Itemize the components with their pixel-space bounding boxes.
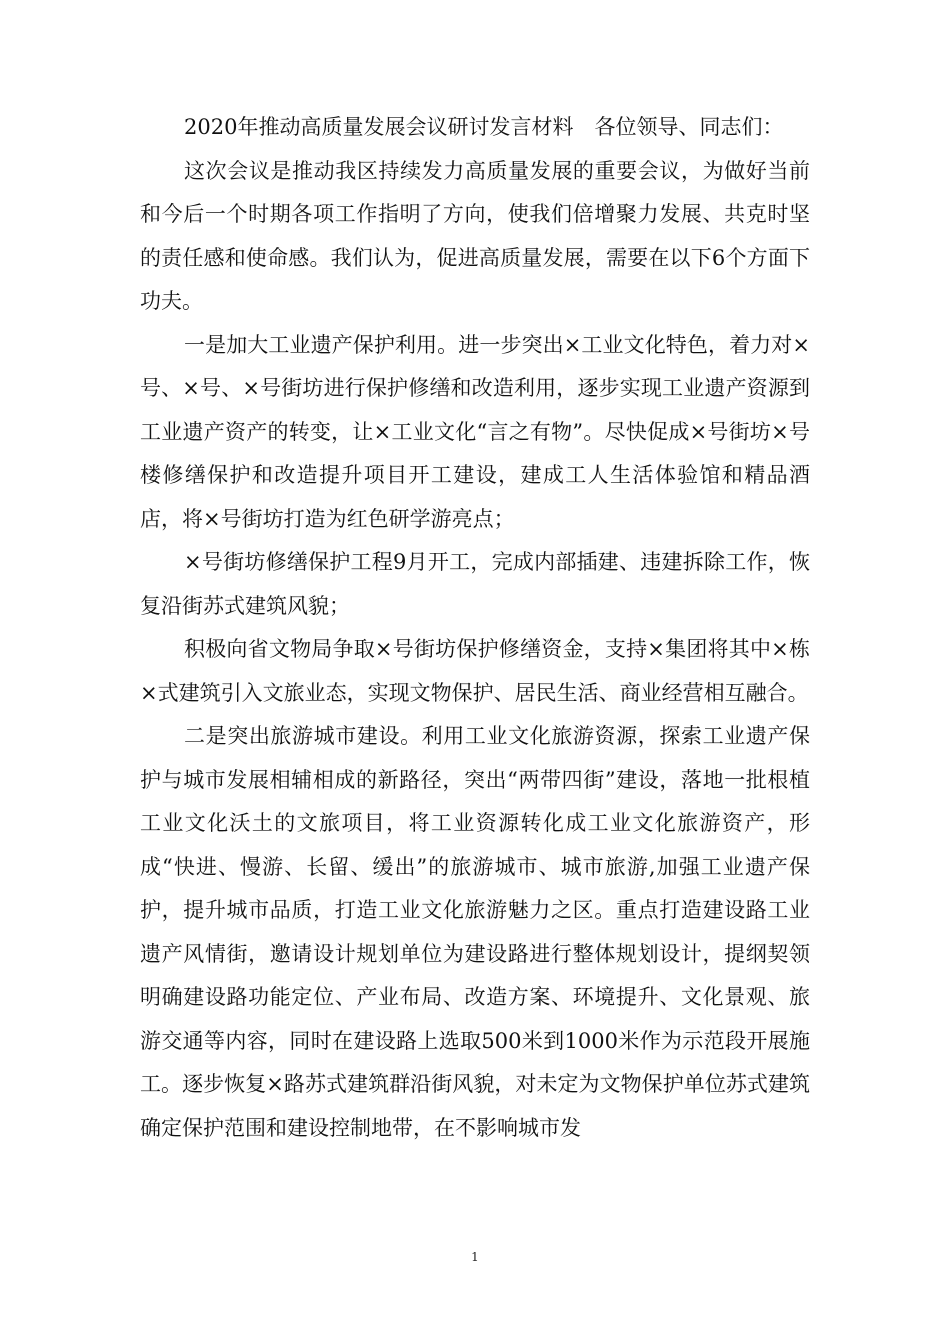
document-heading-paragraph: 2020年推动高质量发展会议研讨发言材料 各位领导、同志们：: [184, 115, 784, 139]
page-number: 1: [471, 1250, 479, 1264]
point-two-paragraph: 二是突出旅游城市建设。利用工业文化旅游资源，探索工业遗产保护与城市发展相辅相成的新路径，突出“两带四街”建设，落地一批根植工业文化沃土的文旅项目，将工业资源转化成工业文化旅游资产，形成“快进、慢游、长留、缓出”的旅游城市、城市旅游,加强工业遗产保护，提升城市品质，打造工业文化旅游魅力之区。重点打造建设路工业遗产风情街，邀请设计规划单位为建设路进行整体规划设计，提纲契领明确建设路功能定位、产业布局、改造方案、环境提升、文化景观、旅游交通等内容，同时在建设路上选取500米到1000米作为示范段开展施工。逐步恢复×路苏式建筑群沿街风貌，对未定为文物保护单位苏式建筑确定保护范围和建设控制地带，在不影响城市发: [140, 724, 810, 1140]
document-body: [140, 106, 810, 1150]
point-one-funding-paragraph: 积极向省文物局争取×号街坊保护修缮资金，支持×集团将其中×栋×式建筑引入文旅业态，实现文物保护、居民生活、商业经营相互融合。: [140, 637, 810, 705]
point-one-detail-paragraph: ×号街坊修缮保护工程9月开工，完成内部插建、违建拆除工作，恢复沿街苏式建筑风貌；: [140, 550, 810, 618]
intro-paragraph: 这次会议是推动我区持续发力高质量发展的重要会议，为做好当前和今后一个时期各项工作指明了方向，使我们倍增聚力发展、共克时坚的责任感和使命感。我们认为，促进高质量发展，需要在以下6个方面下功夫。: [140, 158, 810, 313]
point-one-paragraph: 一是加大工业遗产保护利用。进一步突出×工业文化特色，着力对×号、×号、×号街坊进行保护修缮和改造利用，逐步实现工业遗产资源到工业遗产资产的转变，让×工业文化“言之有物”。尽快促成×号街坊×号楼修缮保护和改造提升项目开工建设，建成工人生活体验馆和精品酒店，将×号街坊打造为红色研学游亮点；: [140, 332, 810, 531]
